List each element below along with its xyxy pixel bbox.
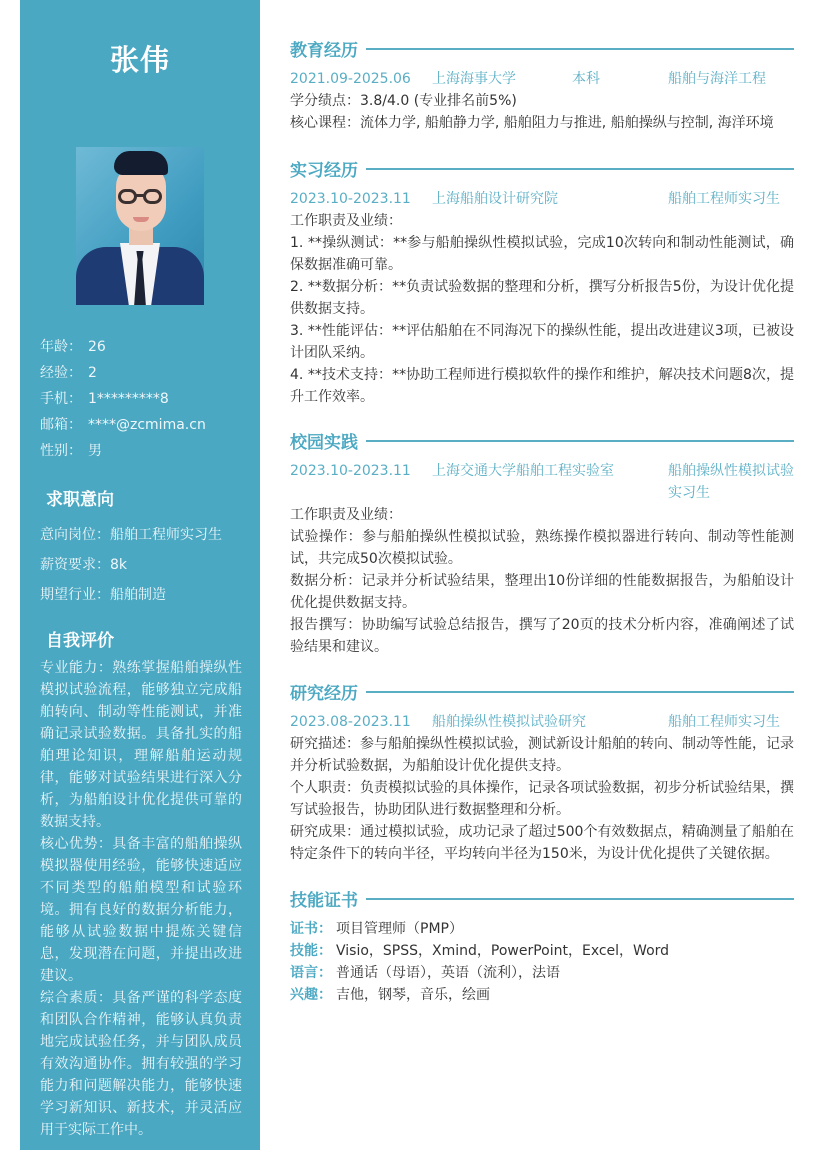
info-experience (40, 360, 206, 386)
info-value: 1*********8 (88, 391, 169, 407)
skill-label: 语言： (290, 965, 332, 981)
skill-value: Visio，SPSS，Xmind，PowerPoint，Excel，Word (336, 943, 670, 959)
research-project: 船舶操纵性模拟试验研究 (432, 714, 586, 730)
internship-section (290, 156, 794, 408)
section-divider (366, 168, 794, 170)
campus-period: 2023.10-2023.11 (290, 463, 411, 479)
self-eval-paragraph: 核心优势：具备丰富的船舶操纵模拟器使用经验，能够快速适应不同类型的船舶模型和试验环境。拥有良好的数据分析能力，能够从试验数据中提炼关键信息，发现潜在问题，并提出改进建议。 (40, 836, 242, 984)
self-eval-paragraph: 综合素质：具备严谨的科学态度和团队合作精神，能够认真负责地完成试验任务，并与团队成员有效沟通协作。拥有较强的学习能力和问题解决能力，能够快速学习新知识、新技术，并灵活应用于实际工作中。 (40, 990, 242, 1138)
section-header (290, 156, 794, 180)
job-intent-heading: 求职意向 (46, 490, 114, 510)
section-divider (366, 48, 794, 50)
education-gpa: 学分绩点：3.8/4.0 (专业排名前5%) (290, 93, 517, 109)
section-title: 研究经历 (290, 683, 358, 704)
campus-org: 上海交通大学船舶工程实验室 (432, 463, 614, 479)
info-phone (40, 386, 206, 412)
intent-label: 意向岗位： (40, 527, 110, 543)
education-major: 船舶与海洋工程 (668, 71, 766, 87)
campus-line: 工作职责及业绩： (290, 507, 402, 523)
job-intent-list (40, 520, 222, 610)
section-title: 校园实践 (290, 432, 358, 453)
section-header (290, 36, 794, 60)
glasses-icon (143, 189, 162, 204)
info-label: 手机： (40, 391, 82, 407)
photo-mouth (133, 217, 149, 222)
skill-label: 兴趣： (290, 987, 332, 1003)
glasses-icon (118, 189, 137, 204)
section-divider (366, 440, 794, 442)
sidebar (20, 0, 260, 1150)
section-title: 技能证书 (290, 890, 358, 911)
section-header (290, 886, 794, 910)
campus-line: 试验操作：参与船舶操纵性模拟试验，熟练操作模拟器进行转向、制动等性能测试，共完成50次模拟试验。 (290, 529, 794, 567)
self-eval-text (40, 657, 242, 1141)
section-title: 教育经历 (290, 40, 358, 61)
skill-value: 吉他，钢琴，音乐，绘画 (336, 987, 490, 1003)
basic-info (40, 334, 206, 464)
section-divider (366, 898, 794, 900)
info-label: 年龄： (40, 339, 82, 355)
internship-line: 工作职责及业绩： (290, 213, 402, 229)
internship-line: 1. **操纵测试：**参与船舶操纵性模拟试验，完成10次转向和制动性能测试，确保数据准确可靠。 (290, 235, 794, 273)
skill-row-interests (290, 984, 794, 1006)
internship-line: 3. **性能评估：**评估船舶在不同海况下的操纵性能，提出改进建议3项，已被设计团队采纳。 (290, 323, 794, 361)
self-eval-paragraph: 专业能力：熟练掌握船舶操纵性模拟试验流程，能够独立完成船舶转向、制动等性能测试，并准确记录试验数据。具备扎实的船舶理论知识，理解船舶运动规律，能够对试验结果进行深入分析，为船舶设计优化提供可靠的数据支持。 (40, 660, 242, 830)
research-period: 2023.08-2023.11 (290, 714, 411, 730)
photo-hair (114, 151, 168, 175)
info-value: 26 (88, 339, 106, 355)
internship-meta (290, 188, 794, 210)
intent-value: 8k (110, 557, 128, 573)
education-degree: 本科 (572, 71, 600, 87)
campus-line: 报告撰写：协助编写试验总结报告，撰写了20页的技术分析内容，准确阐述了试验结果和建议。 (290, 617, 794, 655)
education-period: 2021.09-2025.06 (290, 71, 411, 87)
campus-line: 数据分析：记录并分析试验结果，整理出10份详细的性能数据报告，为船舶设计优化提供数据支持。 (290, 573, 794, 611)
profile-photo (76, 147, 204, 305)
skill-value: 项目管理师（PMP） (336, 921, 463, 937)
section-header (290, 679, 794, 703)
research-section (290, 679, 794, 865)
campus-meta (290, 460, 794, 504)
research-line: 研究描述：参与船舶操纵性模拟试验，测试新设计船舶的转向、制动等性能，记录并分析试验数据，为船舶设计优化提供支持。 (290, 736, 794, 774)
skill-value: 普通话（母语），英语（流利），法语 (336, 965, 560, 981)
info-age (40, 334, 206, 360)
internship-role: 船舶工程师实习生 (668, 191, 780, 207)
section-divider (366, 691, 794, 693)
skills-section (290, 886, 794, 1006)
intent-position (40, 520, 222, 550)
skill-row-language (290, 962, 794, 984)
education-school: 上海海事大学 (432, 71, 516, 87)
info-label: 经验： (40, 365, 82, 381)
campus-role: 船舶操纵性模拟试验实习生 (668, 463, 794, 501)
skills-list (290, 918, 794, 1006)
education-meta (290, 68, 794, 90)
education-section (290, 36, 794, 134)
campus-section (290, 428, 794, 658)
intent-industry (40, 580, 222, 610)
education-courses: 核心课程：流体力学, 船舶静力学, 船舶阻力与推进, 船舶操纵与控制, 海洋环境 (290, 115, 774, 131)
skill-row-skills (290, 940, 794, 962)
research-line: 研究成果：通过模拟试验，成功记录了超过500个有效数据点，精确测量了船舶在特定条件下的转向半径，平均转向半径为150米，为设计优化提供了关键依据。 (290, 824, 794, 862)
info-label: 性别： (40, 443, 82, 459)
intent-value: 船舶制造 (110, 587, 166, 603)
intent-label: 薪资要求： (40, 557, 110, 573)
internship-period: 2023.10-2023.11 (290, 191, 411, 207)
internship-line: 4. **技术支持：**协助工程师进行模拟软件的操作和维护，解决技术问题8次，提升工作效率。 (290, 367, 794, 405)
info-label: 邮箱： (40, 417, 82, 433)
info-value: ****@zcmima.cn (88, 417, 206, 433)
section-title: 实习经历 (290, 160, 358, 181)
skill-label: 证书： (290, 921, 332, 937)
research-role: 船舶工程师实习生 (668, 714, 780, 730)
section-header (290, 428, 794, 452)
intent-label: 期望行业： (40, 587, 110, 603)
research-line: 个人职责：负责模拟试验的具体操作，记录各项试验数据，初步分析试验结果，撰写试验报告，协助团队进行数据整理和分析。 (290, 780, 794, 818)
glasses-bridge (136, 194, 144, 197)
info-email (40, 412, 206, 438)
candidate-name: 张伟 (109, 43, 170, 77)
skill-row-certificate (290, 918, 794, 940)
info-value: 男 (88, 443, 102, 459)
research-meta (290, 711, 794, 733)
internship-company: 上海船舶设计研究院 (432, 191, 558, 207)
info-value: 2 (88, 365, 97, 381)
intent-salary (40, 550, 222, 580)
self-eval-heading: 自我评价 (46, 631, 114, 651)
info-gender (40, 438, 206, 464)
skill-label: 技能： (290, 943, 332, 959)
internship-line: 2. **数据分析：**负责试验数据的整理和分析，撰写分析报告5份，为设计优化提供数据支持。 (290, 279, 794, 317)
intent-value: 船舶工程师实习生 (110, 527, 222, 543)
